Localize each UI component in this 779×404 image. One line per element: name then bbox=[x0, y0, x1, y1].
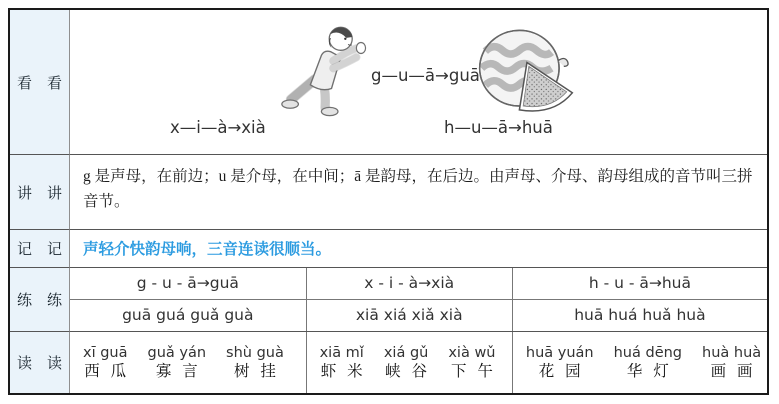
practice-tones-hua: huā huá huǎ huà bbox=[512, 300, 767, 332]
row-label-read bbox=[10, 332, 70, 393]
practice-tones-gua: guā guá guǎ guà bbox=[122, 306, 254, 325]
remember-row bbox=[70, 230, 767, 268]
practice-formula-xia: x - i - à→xià bbox=[306, 268, 512, 300]
read-column-gua bbox=[70, 332, 306, 393]
word-hanzi: 寡 言 bbox=[155, 362, 198, 380]
row-label-practice bbox=[10, 268, 70, 332]
word-pair bbox=[148, 344, 207, 382]
word-hanzi: 西 瓜 bbox=[84, 362, 127, 380]
practice-formula-gua: g - u - ā→guā bbox=[70, 268, 306, 300]
row-label-read-text: 读 读 bbox=[16, 356, 62, 372]
word-hanzi: 虾 米 bbox=[320, 362, 363, 380]
word-pinyin: shù guà bbox=[226, 344, 284, 361]
practice-formula-hua: h - u - ā→huā bbox=[512, 268, 767, 300]
word-pinyin: xī guā bbox=[83, 344, 128, 361]
word-pair bbox=[702, 344, 761, 382]
read-grid bbox=[70, 332, 767, 393]
practice-row bbox=[70, 268, 767, 332]
word-pair bbox=[448, 344, 495, 382]
read-column-xia bbox=[306, 332, 512, 393]
xia-formula-text: x—i—à→xià bbox=[170, 118, 266, 137]
row-label-look-text: 看 看 bbox=[16, 75, 62, 92]
row-label-remember bbox=[10, 230, 70, 268]
word-pinyin: xià wǔ bbox=[448, 344, 496, 361]
look-illustration-area bbox=[70, 10, 767, 154]
read-row bbox=[70, 332, 767, 393]
word-pinyin: huà huà bbox=[702, 344, 762, 361]
word-hanzi: 峡 谷 bbox=[385, 362, 428, 380]
word-hanzi: 画 画 bbox=[710, 362, 753, 380]
word-pinyin: huá dēng bbox=[613, 344, 683, 361]
word-pinyin: guǎ yán bbox=[147, 344, 207, 361]
practice-grid bbox=[70, 268, 767, 331]
explain-paragraph: g 是声母，在前边；u 是介母，在中间；ā 是韵母，在后边。由声母、介母、韵母组成的音节叫三拼音节。 bbox=[83, 168, 753, 211]
word-hanzi: 华 灯 bbox=[626, 362, 669, 380]
hua-formula-text: h—u—ā→huā bbox=[444, 118, 553, 137]
word-pair bbox=[320, 344, 364, 382]
word-hanzi: 下 午 bbox=[450, 362, 493, 380]
read-column-hua bbox=[512, 332, 767, 393]
practice-tones-xia: xiā xiá xiǎ xià bbox=[306, 300, 512, 332]
watermelon-illustration bbox=[474, 26, 578, 118]
word-pair bbox=[83, 344, 128, 382]
word-pinyin: huā yuán bbox=[525, 344, 594, 361]
explain-row bbox=[70, 155, 767, 230]
row-label-look bbox=[10, 10, 70, 155]
look-row bbox=[70, 10, 767, 155]
remember-rhyme: 声轻介快韵母响，三音连读很顺当。 bbox=[83, 241, 332, 258]
boy-pushing-illustration bbox=[280, 20, 372, 122]
word-pinyin: xiá gǔ bbox=[383, 344, 429, 361]
row-label-explain-text: 讲 讲 bbox=[16, 185, 62, 202]
word-pair bbox=[526, 344, 594, 382]
word-pair bbox=[384, 344, 429, 382]
word-pair bbox=[226, 344, 284, 382]
word-pair bbox=[614, 344, 682, 382]
row-label-practice-text: 练 练 bbox=[16, 293, 62, 309]
row-label-remember-text: 记 记 bbox=[16, 242, 62, 258]
gua-formula-text: g—u—ā→guā bbox=[371, 66, 480, 85]
word-hanzi: 花 园 bbox=[538, 362, 581, 380]
word-hanzi: 树 挂 bbox=[234, 362, 276, 380]
row-label-explain bbox=[10, 155, 70, 230]
lesson-table bbox=[8, 8, 769, 395]
word-pinyin: xiā mǐ bbox=[319, 344, 364, 361]
